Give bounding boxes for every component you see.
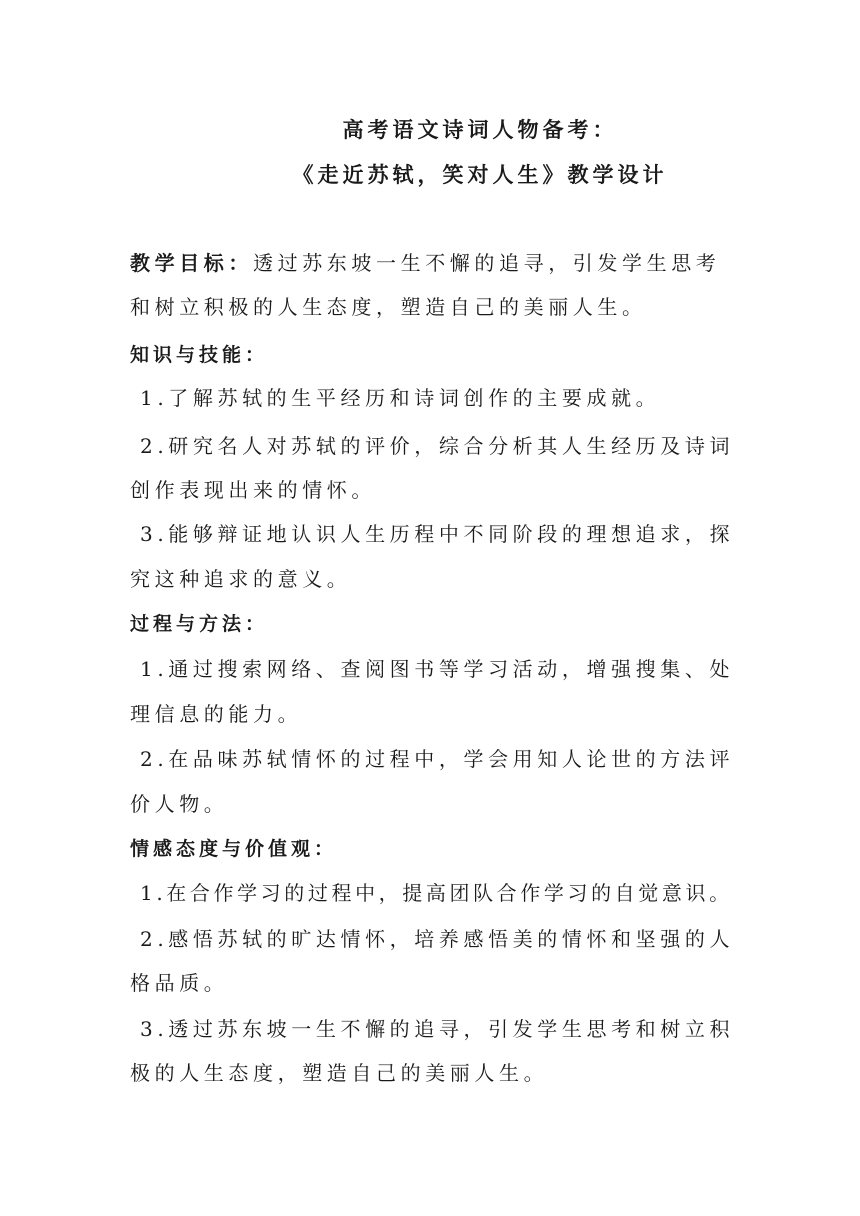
- emotion-line-1: 1.在合作学习的过程中，提高团队合作学习的自觉意识。: [140, 881, 733, 905]
- emotion-line-5: 极的人生态度，塑造自己的美丽人生。: [130, 1061, 549, 1085]
- title-line-2: 《走近苏轼，笑对人生》教学设计: [292, 163, 668, 187]
- section-heading-process: 过程与方法：: [130, 613, 269, 635]
- process-line-3: 2.在品味苏轼情怀的过程中，学会用知人论世的方法评: [140, 747, 735, 771]
- knowledge-line-2: 2.研究名人对苏轼的评价，综合分析其人生经历及诗词: [140, 434, 735, 458]
- knowledge-line-3: 创作表现出来的情怀。: [130, 478, 376, 502]
- knowledge-line-1: 1.了解苏轼的生平经历和诗词创作的主要成就。: [140, 386, 661, 410]
- process-line-4: 价人物。: [130, 792, 229, 816]
- objective-line-1: [130, 250, 730, 276]
- emotion-line-3: 格品质。: [130, 971, 229, 995]
- process-line-2: 理信息的能力。: [130, 702, 303, 726]
- knowledge-line-4: 3.能够辩证地认识人生历程中不同阶段的理想追求，探: [140, 522, 735, 546]
- emotion-line-4: 3.透过苏东坡一生不懈的追寻，引发学生思考和树立积: [140, 1017, 735, 1041]
- objective-text-1: 透过苏东坡一生不懈的追寻，引发学生思考: [253, 251, 721, 275]
- objective-line-2: 和树立积极的人生态度，塑造自己的美丽人生。: [130, 295, 647, 319]
- process-line-1: 1.通过搜索网络、查阅图书等学习活动，增强搜集、处: [140, 657, 735, 681]
- section-heading-emotion: 情感态度与价值观：: [130, 838, 338, 860]
- objective-label: 教学目标：: [130, 251, 253, 275]
- title-line-1: 高考语文诗词人物备考：: [342, 118, 618, 142]
- emotion-line-2: 2.感悟苏轼的旷达情怀，培养感悟美的情怀和坚强的人: [140, 927, 735, 951]
- section-heading-knowledge: 知识与技能：: [130, 344, 269, 366]
- knowledge-line-5: 究这种追求的意义。: [130, 567, 352, 591]
